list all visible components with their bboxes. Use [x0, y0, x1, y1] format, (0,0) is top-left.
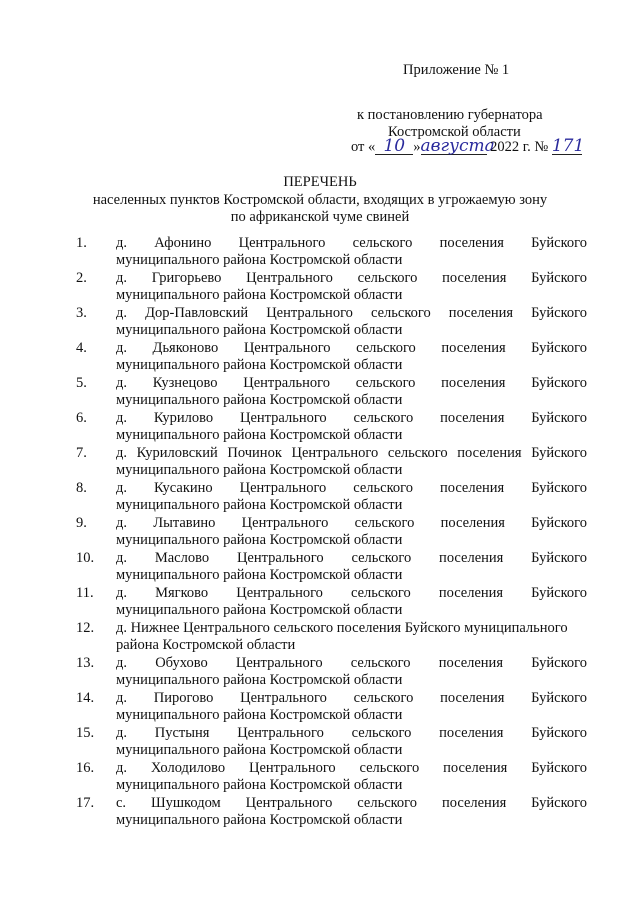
item-text-line-1: д. Куриловский Починок Центрального сельского поселения Буйского	[116, 445, 587, 461]
item-number: 11.	[76, 585, 94, 601]
item-text-line-1: д. Григорьево Центрального сельского поселения Буйского	[116, 270, 587, 286]
item-text-line-2: муниципального района Костромской области	[116, 427, 403, 443]
list-item	[0, 235, 640, 270]
item-text-line-1: д. Лытавино Центрального сельского поселения Буйского	[116, 515, 587, 531]
list-item	[0, 760, 640, 795]
item-number: 6.	[76, 410, 87, 426]
item-number: 17.	[76, 795, 95, 811]
item-number: 4.	[76, 340, 87, 356]
region-name: Костромской области	[388, 124, 521, 140]
item-text-line-1: д. Кузнецово Центрального сельского поселения Буйского	[116, 375, 587, 391]
item-number: 8.	[76, 480, 87, 496]
list-item	[0, 795, 640, 830]
list-item	[0, 550, 640, 585]
decree-reference: к постановлению губернатора	[357, 107, 543, 123]
item-text-line-2: муниципального района Костромской области	[116, 532, 403, 548]
list-item	[0, 340, 640, 375]
document-title: ПЕРЕЧЕНЬ	[283, 174, 357, 190]
item-text-line-1: с. Шушкодом Центрального сельского поселения Буйского	[116, 795, 587, 811]
item-text-line-1: д. Мягково Центрального сельского поселения Буйского	[116, 585, 587, 601]
item-text-line-2: муниципального района Костромской области	[116, 287, 403, 303]
item-number: 5.	[76, 375, 87, 391]
item-text-line-2: муниципального района Костромской области	[116, 777, 403, 793]
list-item	[0, 655, 640, 690]
list-item	[0, 690, 640, 725]
item-text-line-2: муниципального района Костромской области	[116, 252, 403, 268]
item-text-line-2: муниципального района Костромской области	[116, 742, 403, 758]
year-text: 2022 г. №	[490, 139, 549, 155]
item-text-line-1: д. Дьяконово Центрального сельского поселения Буйского	[116, 340, 587, 356]
item-text-line-2: муниципального района Костромской области	[116, 672, 403, 688]
item-text-line-1: д. Маслово Центрального сельского поселения Буйского	[116, 550, 587, 566]
item-number: 1.	[76, 235, 87, 251]
item-text-line-1: д. Кусакино Центрального сельского поселения Буйского	[116, 480, 587, 496]
item-number: 2.	[76, 270, 87, 286]
item-text-line-1: д. Нижнее Центрального сельского поселения Буйского муниципального	[116, 620, 568, 636]
item-number: 13.	[76, 655, 95, 671]
item-number: 16.	[76, 760, 95, 776]
item-text-line-2: муниципального района Костромской области	[116, 392, 403, 408]
list-item	[0, 480, 640, 515]
settlement-list	[0, 235, 640, 830]
list-item	[0, 515, 640, 550]
list-item	[0, 375, 640, 410]
item-number: 14.	[76, 690, 95, 706]
item-number: 10.	[76, 550, 95, 566]
item-text-line-1: д. Курилово Центрального сельского поселения Буйского	[116, 410, 587, 426]
handwritten-month: августа	[420, 136, 495, 156]
item-text-line-1: д. Пустыня Центрального сельского поселения Буйского	[116, 725, 587, 741]
list-item	[0, 305, 640, 340]
item-text-line-1: д. Афонино Центрального сельского поселения Буйского	[116, 235, 587, 251]
item-text-line-2: муниципального района Костромской области	[116, 357, 403, 373]
item-text-line-2: муниципального района Костромской области	[116, 497, 403, 513]
item-number: 3.	[76, 305, 87, 321]
item-text-line-1: д. Обухово Центрального сельского поселения Буйского	[116, 655, 587, 671]
date-mid: »	[413, 139, 421, 155]
list-item	[0, 620, 640, 655]
item-number: 9.	[76, 515, 87, 531]
decree-date-line	[351, 136, 585, 156]
list-item	[0, 585, 640, 620]
item-text-line-2: муниципального района Костромской области	[116, 462, 403, 478]
item-number: 7.	[76, 445, 87, 461]
item-text-line-1: д. Холодилово Центрального сельского поселения Буйского	[116, 760, 587, 776]
item-text-line-2: района Костромской области	[116, 637, 296, 653]
item-text-line-2: муниципального района Костромской области	[116, 322, 403, 338]
document-subtitle-line-1: населенных пунктов Костромской области, входящих в угрожаемую зону	[92, 192, 548, 208]
date-prefix: от «	[351, 139, 376, 155]
item-number: 12.	[76, 620, 95, 636]
list-item	[0, 410, 640, 445]
item-number: 15.	[76, 725, 95, 741]
document-subtitle-line-2: по африканской чуме свиней	[230, 209, 410, 225]
list-item	[0, 445, 640, 480]
item-text-line-2: муниципального района Костромской области	[116, 812, 403, 828]
appendix-label: Приложение № 1	[403, 62, 510, 78]
handwritten-number: 171	[551, 136, 585, 156]
item-text-line-2: муниципального района Костромской области	[116, 707, 403, 723]
item-text-line-1: д. Дор-Павловский Центрального сельского поселения Буйского	[116, 305, 587, 321]
handwritten-day: 10	[375, 138, 413, 155]
item-text-line-2: муниципального района Костромской области	[116, 567, 403, 583]
item-text-line-1: д. Пирогово Центрального сельского поселения Буйского	[116, 690, 587, 706]
list-item	[0, 725, 640, 760]
item-text-line-2: муниципального района Костромской области	[116, 602, 403, 618]
list-item	[0, 270, 640, 305]
